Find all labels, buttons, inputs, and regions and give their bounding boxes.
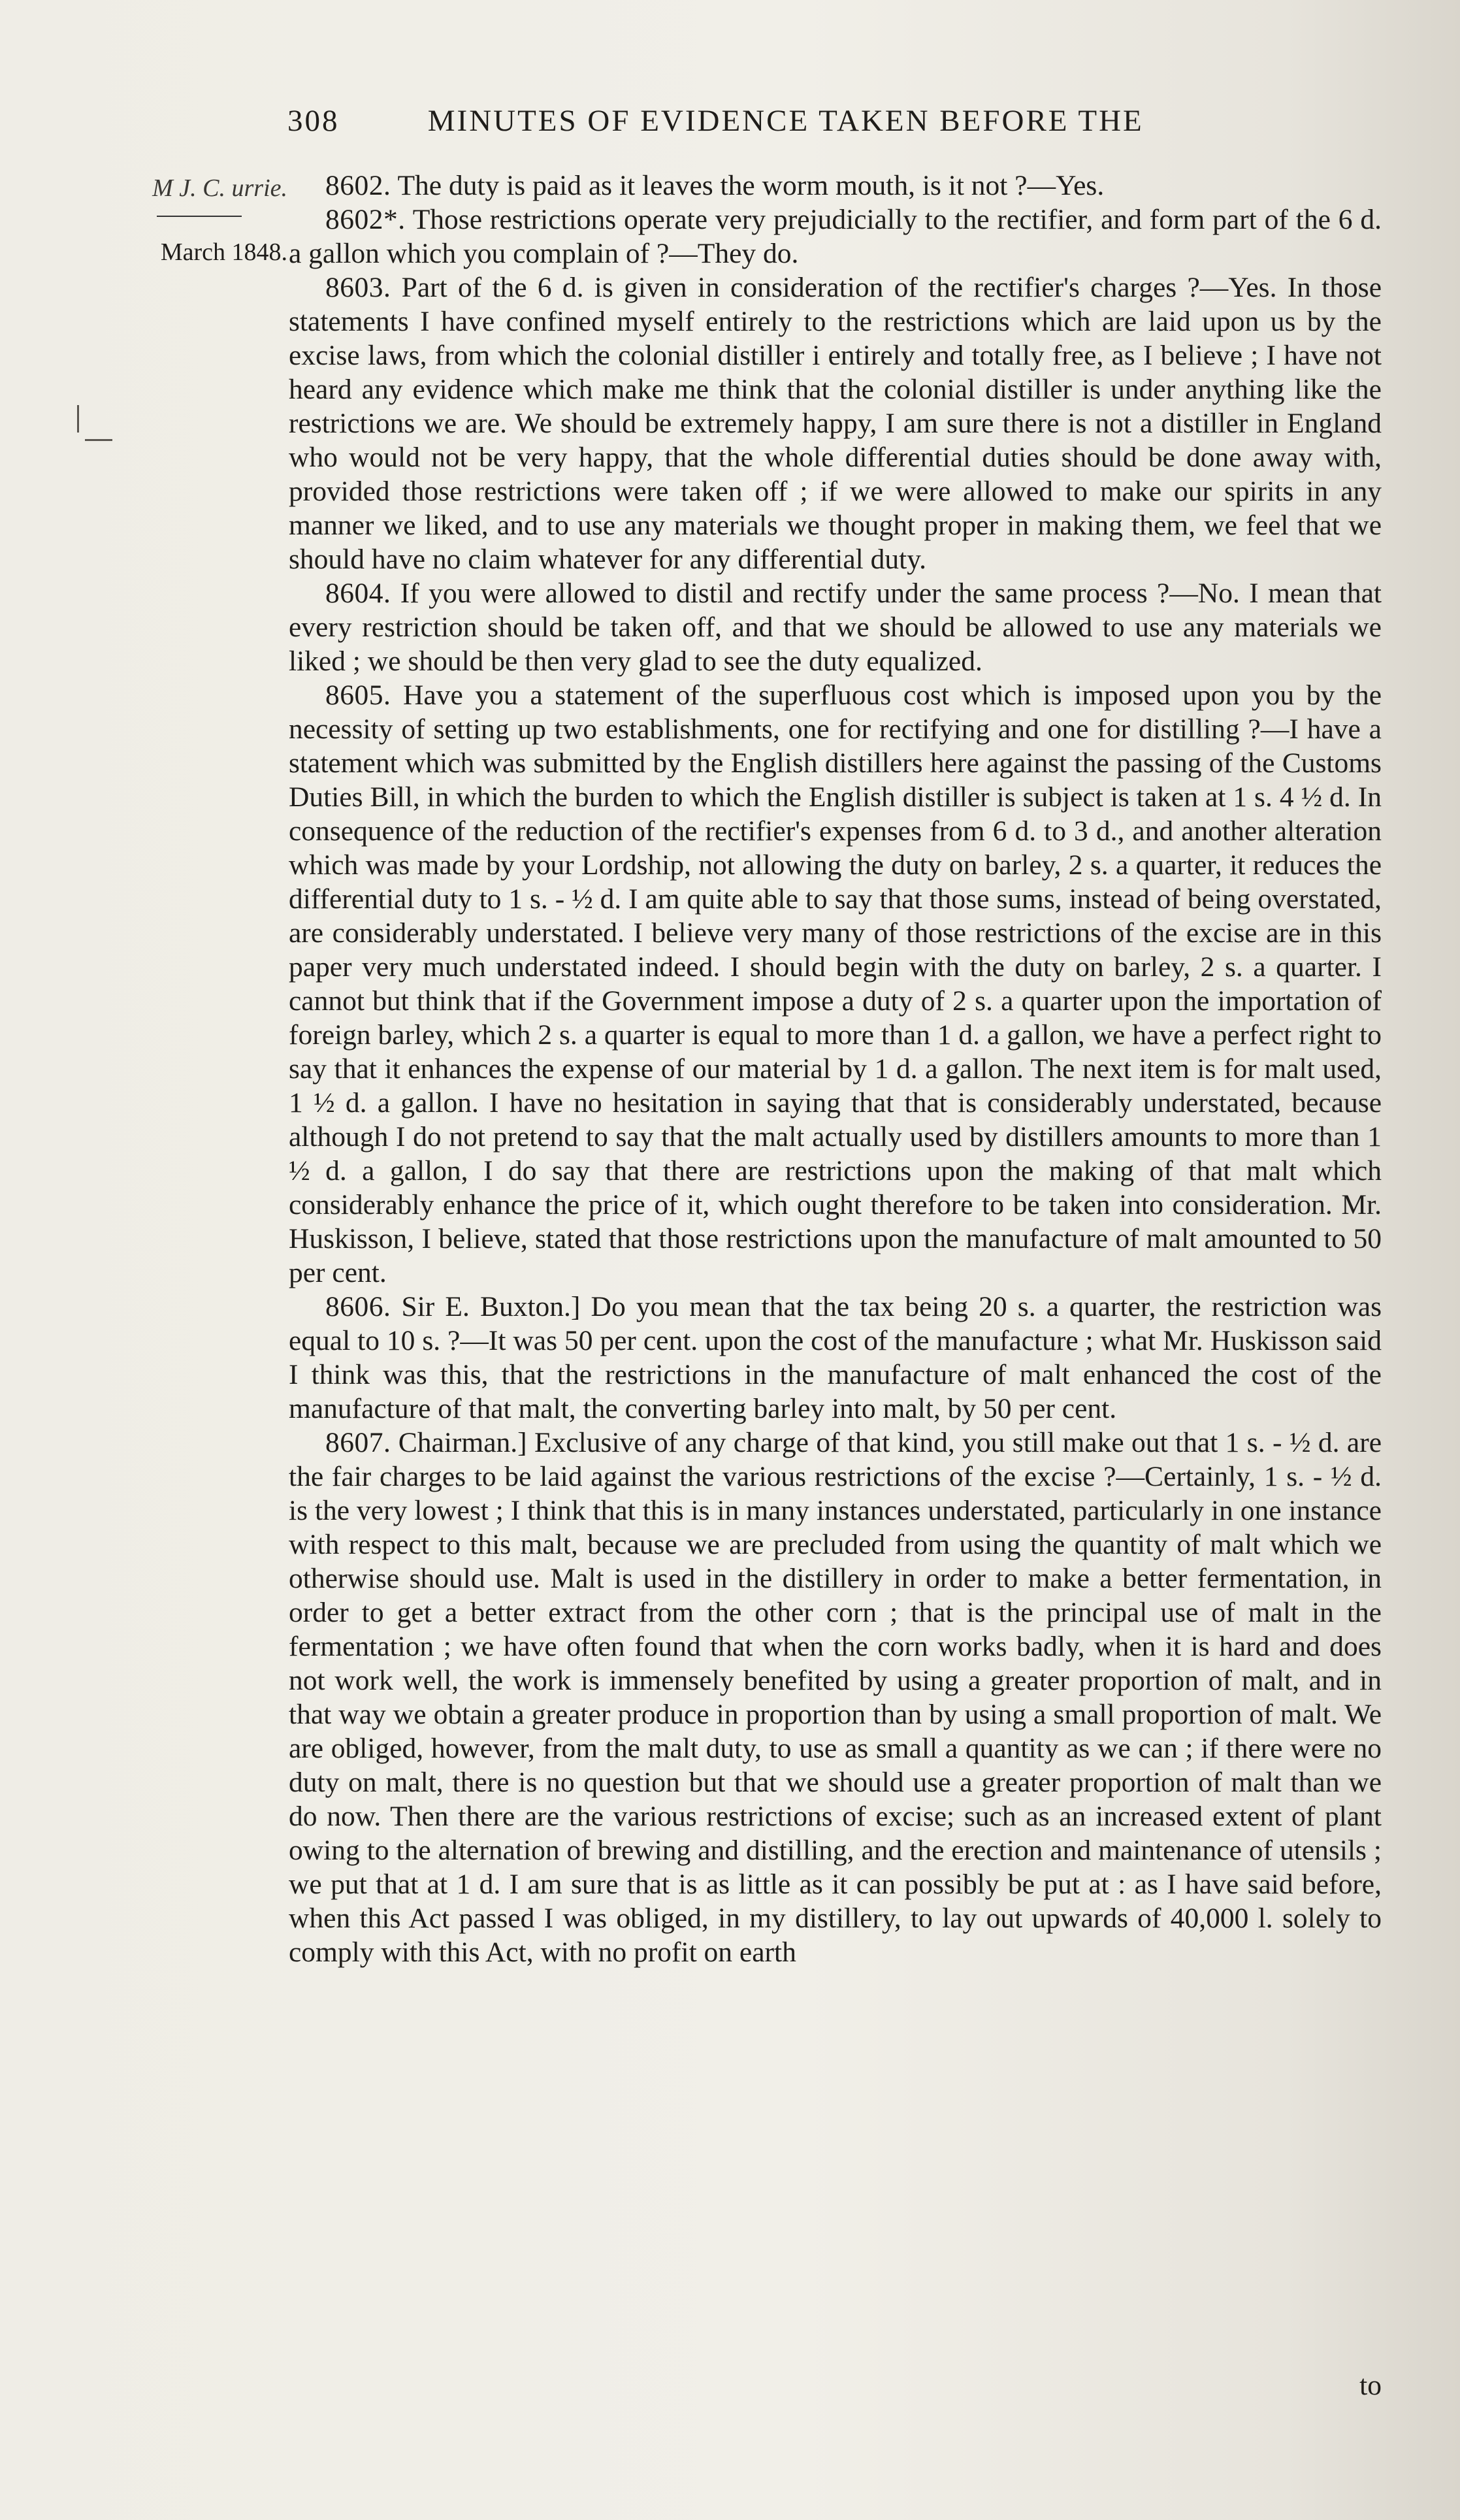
paragraph-text: Sir E. Buxton.] Do you mean that the tax being 20 s. a quarter, the restriction was equal to 10 s. ?—It was 50 per cent. upon the cost of the manufacture ; what Mr. Huskisson said I think was this, that the restrictions in the manufacture of malt enhanced the cost of the manufacture of that malt, the converting barley into malt, by 50 per cent. — [289, 1291, 1382, 1424]
catchword: to — [1359, 2370, 1382, 2401]
paragraph-8604 — [289, 576, 1382, 678]
paragraph-8607 — [289, 1426, 1382, 1969]
paragraph-text: Chairman.] Exclusive of any charge of that kind, you still make out that 1 s. - ½ d. are the fair charges to be laid against the various restrictions of the excise ?—Certainly, 1 s. - ½ d. is the very lowest ; I think that this is in many instances understated, particularly in one instance with respect to this malt, because we are precluded from using the quantity of malt which we otherwise should use. Malt is used in the distillery in order to make a better fermentation, in order to get a better extract from the other corn ; that is the principal use of malt in the fermentation ; we have often found that when the corn works badly, when it is hard and does not work well, the work is immensely benefited by using a greater proportion of malt, and in that way we obtain a greater produce in proportion than by using a small proportion of malt. We are obliged, however, from the malt duty, to use as small a quantity as we can ; if there were no duty on malt, there is no question but that we should use a greater proportion of malt than we do now. Then there are the various restrictions of excise; such as an increased extent of plant owing to the alternation of brewing and distilling, and the erection and maintenance of utensils ; we put that at 1 d. I am sure that is as little as it can possibly be put at : as I have said before, when this Act passed I was obliged, in my distillery, to lay out upwards of 40,000 l. solely to comply with this Act, with no profit on earth — [289, 1427, 1382, 1968]
paragraph-8603 — [289, 270, 1382, 576]
paragraph-8606 — [289, 1290, 1382, 1426]
paragraph-text: Part of the 6 d. is given in consideration of the rectifier's charges ?—Yes. In those statements I have confined myself entirely to the restrictions which are laid upon us by the excise laws, from which the colonial distiller i entirely and totally free, as I believe ; I have not heard any evidence which make me think that the colonial distiller is under anything like the restrictions we are. We should be extremely happy, I am sure there is not a distiller in England who would not be very happy, that the whole differential duties should be done away with, provided those restrictions were taken off ; if we were allowed to make our spirits in any manner we liked, and to use any materials we thought proper in making them, we feel that we should have no claim whatever for any differential duty. — [289, 272, 1382, 575]
question-number: 8605. — [325, 679, 391, 711]
paragraph-8605 — [289, 678, 1382, 1290]
question-number: 8606. — [325, 1291, 391, 1322]
paragraph-text: Those restrictions operate very prejudicially to the rectifier, and form part of the 6 d. a gallon which you complain of ?—They do. — [289, 204, 1382, 269]
paragraph-8602 — [289, 169, 1382, 203]
paragraph-8602-star — [289, 203, 1382, 270]
page-number: 308 — [287, 104, 340, 138]
question-number: 8602. — [325, 170, 391, 201]
margin-date: March 1848. — [160, 238, 287, 266]
running-title: MINUTES OF EVIDENCE TAKEN BEFORE THE — [427, 104, 1144, 138]
question-number: 8604. — [325, 578, 391, 609]
running-header — [287, 98, 1398, 144]
margin-rule — [157, 216, 242, 217]
margin-witness-name: M J. C. urrie. — [152, 174, 287, 202]
margin-dash — [85, 439, 112, 441]
question-number: 8602*. — [325, 204, 406, 235]
margin-mark — [77, 405, 79, 433]
paragraph-text: Have you a statement of the superfluous cost which is imposed upon you by the necessity of setting up two establishments, one for rectifying and one for distilling ?—I have a statement which was submitted by the English distillers here against the passing of the Customs Duties Bill, in which the burden to which the English distiller is subject is taken at 1 s. 4 ½ d. In consequence of the reduction of the rectifier's expenses from 6 d. to 3 d., and another alteration which was made by your Lordship, not allowing the duty on barley, 2 s. a quarter, it reduces the differential duty to 1 s. - ½ d. I am quite able to say that those sums, instead of being overstated, are considerably understated. I believe very many of those restrictions of the excise are in this paper very much understated indeed. I should begin with the duty on barley, 2 s. a quarter. I cannot but think that if the Government impose a duty of 2 s. a quarter upon the importation of foreign barley, which 2 s. a quarter is equal to more than 1 d. a gallon, we have a perfect right to say that it enhances the expense of our material by 1 d. a gallon. The next item is for malt used, 1 ½ d. a gallon. I have no hesitation in saying that that is considerably understated, because although I do not pretend to say that the malt actually used by distillers amounts to more than 1 ½ d. a gallon, I do say that there are restrictions upon the making of that malt which considerably enhance the price of it, which ought therefore to be taken into consideration. Mr. Huskisson, I believe, stated that those restrictions upon the manufacture of malt amounted to 50 per cent. — [289, 679, 1382, 1288]
question-number: 8603. — [325, 272, 391, 303]
question-number: 8607. — [325, 1427, 391, 1458]
paragraph-text: The duty is paid as it leaves the worm mouth, is it not ?—Yes. — [397, 170, 1105, 201]
evidence-text — [289, 169, 1382, 1969]
paragraph-text: If you were allowed to distil and rectify under the same process ?—No. I mean that every restriction should be taken off, and that we should be allowed to use any materials we liked ; we should be then very glad to see the duty equalized. — [289, 578, 1382, 677]
